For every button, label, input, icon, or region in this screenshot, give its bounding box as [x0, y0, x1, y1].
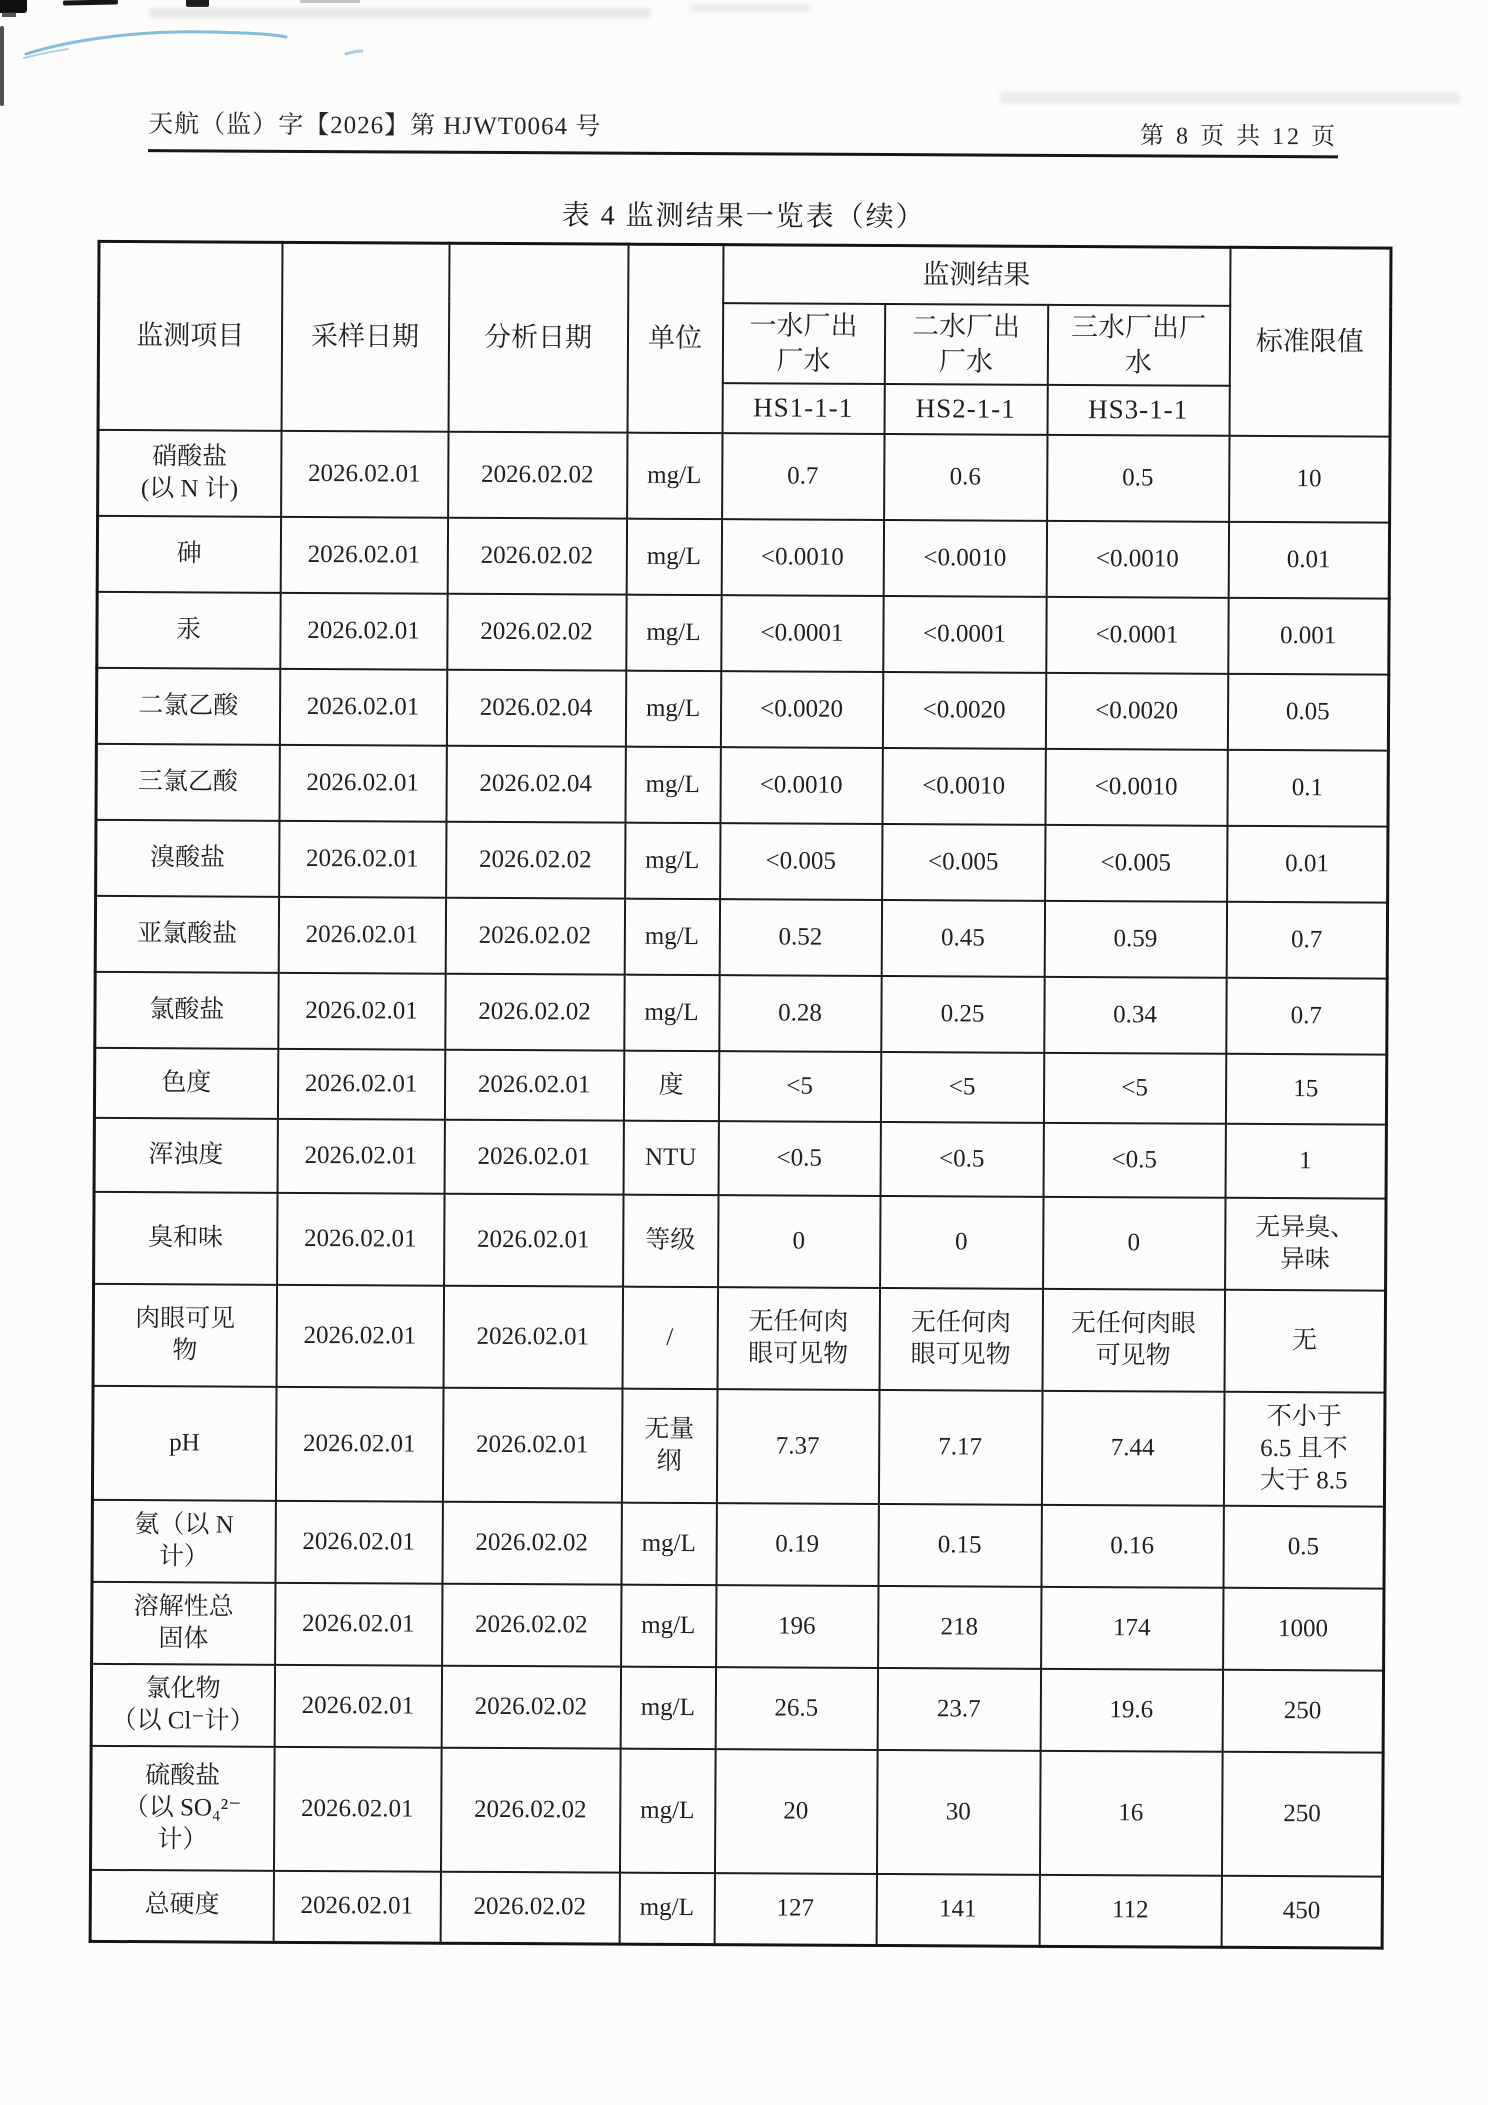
- limit-cell: 无异臭、 异味: [1225, 1197, 1386, 1290]
- unit-cell: mg/L: [624, 974, 719, 1050]
- table-row: [94, 1117, 1386, 1198]
- result-hs3-cell: 0: [1043, 1196, 1225, 1289]
- table-row: [95, 971, 1387, 1054]
- limit-cell: 10: [1229, 435, 1390, 522]
- sample-date-cell: 2026.02.01: [277, 1048, 444, 1119]
- item-cell: 色度: [94, 1047, 277, 1118]
- result-hs2-cell: 23.7: [877, 1667, 1040, 1750]
- analysis-date-cell: 2026.02.02: [447, 517, 626, 594]
- sample-date-cell: 2026.02.01: [275, 1386, 443, 1501]
- unit-cell: mg/L: [626, 594, 721, 670]
- result-hs1-cell: 196: [716, 1585, 878, 1668]
- unit-cell: mg/L: [620, 1666, 715, 1748]
- item-cell: pH: [92, 1385, 276, 1500]
- limit-cell: 1: [1225, 1123, 1386, 1198]
- table-row: [97, 591, 1389, 674]
- result-hs3-cell: 174: [1041, 1586, 1223, 1669]
- item-cell: 总硬度: [90, 1869, 273, 1942]
- result-hs2-cell: 141: [876, 1873, 1039, 1946]
- table-row: [92, 1581, 1384, 1670]
- result-hs1-cell: <0.0001: [721, 595, 883, 672]
- unit-cell: mg/L: [626, 518, 721, 594]
- analysis-date-cell: 2026.02.02: [442, 1583, 621, 1666]
- result-hs3-cell: 0.5: [1047, 434, 1229, 521]
- analysis-date-cell: 2026.02.01: [443, 1285, 623, 1388]
- result-hs1-cell: 127: [714, 1873, 876, 1946]
- sample-date-cell: 2026.02.01: [273, 1746, 441, 1871]
- analysis-date-cell: 2026.02.02: [441, 1665, 620, 1748]
- table-row: [96, 667, 1388, 750]
- unit-cell: mg/L: [619, 1748, 715, 1872]
- col-header-plant-3: 三水厂出厂 水: [1047, 304, 1229, 385]
- monitoring-results-table: [89, 240, 1393, 1950]
- item-cell: 三氯乙酸: [96, 743, 279, 820]
- result-hs3-cell: <0.005: [1045, 824, 1227, 901]
- analysis-date-cell: 2026.02.02: [440, 1747, 620, 1872]
- result-hs1-cell: 20: [714, 1749, 877, 1874]
- item-cell: 浑浊度: [94, 1117, 277, 1192]
- limit-cell: 0.7: [1226, 977, 1387, 1054]
- result-hs2-cell: 7.17: [878, 1389, 1042, 1504]
- unit-cell: mg/L: [619, 1872, 714, 1944]
- item-cell: 氯酸盐: [95, 971, 278, 1048]
- limit-cell: 无: [1224, 1289, 1386, 1392]
- col-header-plant-2: 二水厂出 厂水: [884, 304, 1047, 385]
- result-hs2-cell: <0.005: [882, 823, 1045, 900]
- sample-date-cell: 2026.02.01: [279, 744, 446, 821]
- result-hs3-cell: <0.0010: [1046, 520, 1228, 597]
- result-hs2-cell: 218: [878, 1585, 1041, 1668]
- result-hs2-cell: 30: [876, 1749, 1040, 1874]
- result-hs1-cell: <0.0010: [721, 519, 883, 596]
- result-hs1-cell: 0.7: [722, 433, 884, 520]
- col-header-sample-id-3: HS3-1-1: [1047, 384, 1229, 435]
- item-cell: 溴酸盐: [96, 819, 279, 896]
- result-hs2-cell: 0.45: [881, 899, 1044, 976]
- result-hs2-cell: <0.5: [880, 1121, 1043, 1196]
- result-hs2-cell: <0.0010: [883, 520, 1046, 597]
- unit-cell: mg/L: [625, 822, 720, 898]
- result-hs3-cell: 0.16: [1041, 1504, 1223, 1587]
- table-row: [91, 1663, 1383, 1752]
- item-cell: 汞: [97, 591, 280, 668]
- result-hs3-cell: 16: [1039, 1750, 1222, 1875]
- item-cell: 溶解性总 固体: [92, 1581, 275, 1664]
- col-header-unit: 单位: [627, 244, 723, 432]
- sample-date-cell: 2026.02.01: [275, 1582, 442, 1665]
- result-hs3-cell: 0.59: [1044, 900, 1226, 977]
- unit-cell: /: [622, 1286, 718, 1388]
- col-header-sample-date: 采样日期: [281, 242, 449, 431]
- unit-cell: mg/L: [627, 432, 722, 518]
- limit-cell: 250: [1222, 1669, 1383, 1752]
- result-hs1-cell: 26.5: [715, 1667, 877, 1750]
- result-hs2-cell: 0.6: [884, 434, 1047, 521]
- item-cell: 肉眼可见 物: [93, 1283, 277, 1386]
- result-hs2-cell: 0.25: [881, 975, 1044, 1052]
- page-indicator: 第 8 页 共 12 页: [1140, 123, 1339, 151]
- header-rule: [148, 149, 1338, 158]
- col-header-limit: 标准限值: [1229, 247, 1391, 436]
- table-row: [92, 1499, 1384, 1588]
- analysis-date-cell: 2026.02.02: [447, 593, 626, 670]
- result-hs3-cell: <0.0020: [1045, 672, 1227, 749]
- limit-cell: 不小于 6.5 且不 大于 8.5: [1223, 1391, 1385, 1506]
- sample-date-cell: 2026.02.01: [281, 430, 448, 517]
- result-hs3-cell: 112: [1039, 1874, 1221, 1947]
- item-cell: 臭和味: [94, 1191, 277, 1284]
- limit-cell: 0.05: [1227, 673, 1388, 750]
- unit-cell: mg/L: [621, 1502, 716, 1584]
- sample-date-cell: 2026.02.01: [274, 1664, 441, 1747]
- table-row: [94, 1047, 1386, 1124]
- item-cell: 砷: [97, 515, 280, 592]
- unit-cell: 等级: [623, 1194, 718, 1286]
- table-row: [90, 1745, 1383, 1876]
- result-hs3-cell: 7.44: [1041, 1390, 1224, 1505]
- sample-date-cell: 2026.02.01: [277, 1118, 444, 1193]
- limit-cell: 450: [1221, 1875, 1382, 1948]
- item-cell: 氯化物 （以 Cl⁻计）: [91, 1663, 274, 1746]
- limit-cell: 0.1: [1227, 749, 1388, 826]
- unit-cell: mg/L: [624, 898, 719, 974]
- table-row: [98, 429, 1390, 522]
- table-row: [90, 1869, 1382, 1948]
- item-cell: 硝酸盐 (以 N 计): [98, 429, 281, 516]
- result-hs1-cell: 0.52: [719, 899, 881, 976]
- unit-cell: mg/L: [625, 670, 720, 746]
- limit-cell: 0.7: [1226, 901, 1387, 978]
- sample-date-cell: 2026.02.01: [275, 1500, 442, 1583]
- analysis-date-cell: 2026.02.02: [440, 1871, 619, 1944]
- analysis-date-cell: 2026.02.02: [445, 897, 624, 974]
- result-hs2-cell: <5: [880, 1051, 1043, 1122]
- sample-date-cell: 2026.02.01: [279, 820, 446, 897]
- item-cell: 硫酸盐 （以 SO₄²⁻ 计）: [90, 1745, 274, 1870]
- unit-cell: 无量 纲: [621, 1388, 717, 1502]
- col-header-item: 监测项目: [98, 241, 282, 430]
- item-cell: 亚氯酸盐: [95, 895, 278, 972]
- limit-cell: 0.001: [1228, 597, 1389, 674]
- sample-date-cell: 2026.02.01: [273, 1870, 440, 1943]
- result-hs2-cell: <0.0020: [882, 672, 1045, 749]
- table-row: [96, 819, 1388, 902]
- limit-cell: 0.5: [1223, 1505, 1384, 1588]
- table-row: [94, 1191, 1386, 1290]
- item-cell: 二氯乙酸: [96, 667, 279, 744]
- table-title: 表 4 监测结果一览表（续）: [561, 200, 926, 234]
- result-hs2-cell: 0: [880, 1195, 1043, 1288]
- table-row: [92, 1385, 1385, 1506]
- result-hs2-cell: <0.0001: [883, 596, 1046, 673]
- sample-date-cell: 2026.02.01: [280, 592, 447, 669]
- analysis-date-cell: 2026.02.04: [446, 669, 625, 746]
- result-hs1-cell: 0.28: [719, 975, 881, 1052]
- result-hs1-cell: <0.0020: [720, 671, 882, 748]
- sample-date-cell: 2026.02.01: [279, 668, 446, 745]
- analysis-date-cell: 2026.02.01: [444, 1049, 623, 1120]
- col-header-analysis-date: 分析日期: [448, 243, 628, 432]
- result-hs1-cell: 7.37: [716, 1389, 879, 1504]
- result-hs1-cell: 0.19: [716, 1503, 878, 1586]
- unit-cell: mg/L: [621, 1584, 716, 1666]
- result-hs3-cell: <0.0001: [1046, 596, 1228, 673]
- result-hs3-cell: <0.5: [1043, 1122, 1225, 1197]
- result-hs1-cell: 0: [718, 1195, 880, 1288]
- unit-cell: 度: [623, 1050, 718, 1120]
- result-hs1-cell: <0.0010: [720, 747, 882, 824]
- item-cell: 氨（以 N 计）: [92, 1499, 275, 1582]
- unit-cell: NTU: [623, 1120, 718, 1194]
- result-hs1-cell: 无任何肉 眼可见物: [717, 1287, 880, 1390]
- analysis-date-cell: 2026.02.02: [442, 1501, 621, 1584]
- result-hs1-cell: <5: [718, 1051, 880, 1122]
- sample-date-cell: 2026.02.01: [280, 516, 447, 593]
- sample-date-cell: 2026.02.01: [278, 896, 445, 973]
- unit-cell: mg/L: [625, 746, 720, 822]
- col-header-sample-id-1: HS1-1-1: [722, 383, 884, 434]
- result-hs2-cell: 0.15: [878, 1503, 1041, 1586]
- result-hs2-cell: <0.0010: [882, 748, 1045, 825]
- limit-cell: 1000: [1223, 1587, 1384, 1670]
- col-header-plant-1: 一水厂出 厂水: [722, 303, 884, 384]
- table-body: [90, 429, 1390, 1948]
- analysis-date-cell: 2026.02.02: [446, 821, 625, 898]
- analysis-date-cell: 2026.02.02: [445, 973, 624, 1050]
- result-hs1-cell: <0.5: [718, 1121, 880, 1196]
- sample-date-cell: 2026.02.01: [276, 1284, 444, 1387]
- result-hs3-cell: <5: [1043, 1052, 1225, 1123]
- limit-cell: 0.01: [1228, 521, 1389, 598]
- sample-date-cell: 2026.02.01: [277, 1192, 444, 1285]
- result-hs3-cell: 无任何肉眼 可见物: [1042, 1288, 1225, 1391]
- result-hs1-cell: <0.005: [720, 823, 882, 900]
- col-header-sample-id-2: HS2-1-1: [884, 384, 1047, 435]
- col-header-result-group: 监测结果: [723, 245, 1230, 306]
- limit-cell: 250: [1221, 1751, 1383, 1876]
- limit-cell: 15: [1225, 1053, 1386, 1124]
- limit-cell: 0.01: [1227, 825, 1388, 902]
- result-hs3-cell: 19.6: [1040, 1668, 1222, 1751]
- result-hs2-cell: 无任何肉 眼可见物: [879, 1287, 1043, 1390]
- table-header: [98, 241, 1391, 436]
- table-row: [97, 515, 1389, 598]
- sample-date-cell: 2026.02.01: [278, 972, 445, 1049]
- analysis-date-cell: 2026.02.04: [446, 745, 625, 822]
- table-row: [96, 743, 1388, 826]
- table-row: [93, 1283, 1386, 1392]
- analysis-date-cell: 2026.02.01: [442, 1387, 622, 1502]
- report-number: 天航（监）字【2026】第 HJWT0064 号: [148, 111, 602, 141]
- result-hs3-cell: 0.34: [1044, 976, 1226, 1053]
- analysis-date-cell: 2026.02.02: [448, 431, 627, 518]
- analysis-date-cell: 2026.02.01: [444, 1119, 623, 1194]
- analysis-date-cell: 2026.02.01: [444, 1193, 623, 1286]
- result-hs3-cell: <0.0010: [1045, 748, 1227, 825]
- table-row: [95, 895, 1387, 978]
